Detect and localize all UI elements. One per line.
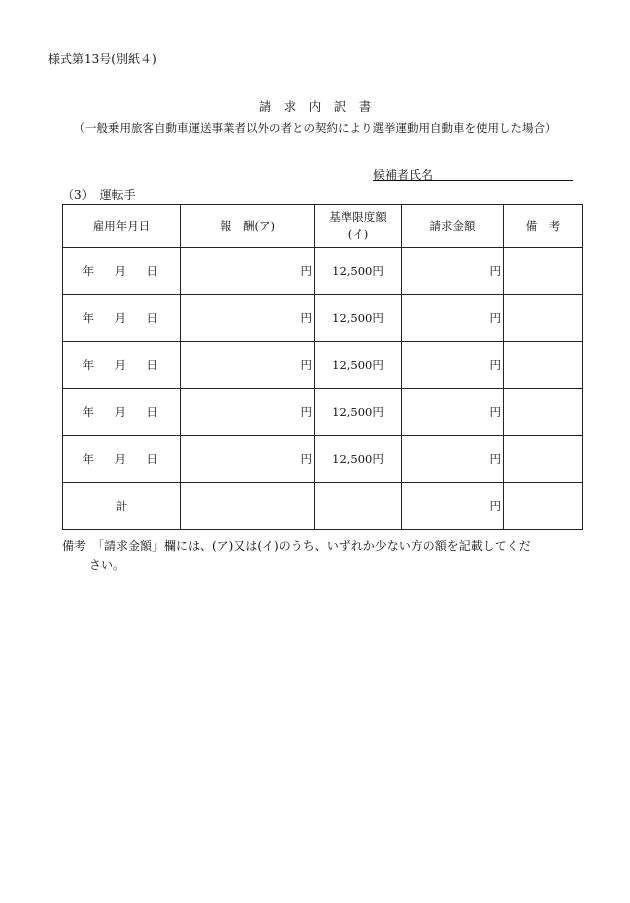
header-limit-line1: 基準限度額 — [329, 210, 387, 224]
total-label: 計 — [63, 483, 181, 530]
yen-unit: 円 — [300, 452, 312, 466]
remuneration-cell[interactable] — [181, 436, 315, 483]
limit-cell: 12,500円 — [315, 342, 402, 389]
date-cell[interactable] — [63, 342, 181, 389]
remarks-cell[interactable] — [504, 295, 583, 342]
day-label: 日 — [146, 405, 158, 419]
day-label: 日 — [146, 358, 158, 372]
month-label: 月 — [114, 358, 126, 372]
header-date: 雇用年月日 — [63, 205, 181, 248]
remarks-cell[interactable] — [504, 436, 583, 483]
remarks-cell[interactable] — [504, 342, 583, 389]
claim-cell[interactable] — [402, 342, 504, 389]
yen-unit: 円 — [489, 405, 501, 419]
yen-unit: 円 — [300, 264, 312, 278]
table-total-row — [63, 483, 583, 530]
total-remarks-cell[interactable] — [504, 483, 583, 530]
header-remuneration: 報 酬(ア) — [181, 205, 315, 248]
day-label: 日 — [146, 452, 158, 466]
section-label: （3） 運転手 — [62, 188, 136, 202]
month-label: 月 — [114, 405, 126, 419]
claim-cell[interactable] — [402, 248, 504, 295]
claim-cell[interactable] — [402, 436, 504, 483]
limit-cell: 12,500円 — [315, 248, 402, 295]
document-subtitle: （一般乗用旅客自動車運送事業者以外の者との契約により選挙運動用自動車を使用した場合） — [73, 121, 557, 135]
remuneration-cell[interactable] — [181, 342, 315, 389]
table-row — [63, 295, 583, 342]
table-row — [63, 248, 583, 295]
form-number: 様式第13号(別紙４) — [48, 52, 157, 66]
year-label: 年 — [82, 264, 94, 278]
note-line-2: さい。 — [89, 558, 126, 572]
header-limit-line2: (イ) — [347, 227, 369, 241]
limit-cell: 12,500円 — [315, 295, 402, 342]
yen-unit: 円 — [489, 499, 501, 513]
table-row — [63, 389, 583, 436]
yen-unit: 円 — [489, 264, 501, 278]
limit-cell: 12,500円 — [315, 389, 402, 436]
day-label: 日 — [146, 264, 158, 278]
yen-unit: 円 — [300, 311, 312, 325]
remarks-cell[interactable] — [504, 248, 583, 295]
month-label: 月 — [114, 264, 126, 278]
yen-unit: 円 — [489, 311, 501, 325]
remuneration-cell[interactable] — [181, 248, 315, 295]
date-cell[interactable] — [63, 248, 181, 295]
header-limit — [315, 205, 402, 248]
date-cell[interactable] — [63, 389, 181, 436]
yen-unit: 円 — [300, 358, 312, 372]
yen-unit: 円 — [489, 358, 501, 372]
remuneration-cell[interactable] — [181, 295, 315, 342]
remuneration-cell[interactable] — [181, 389, 315, 436]
table-header-row — [63, 205, 583, 248]
yen-unit: 円 — [489, 452, 501, 466]
year-label: 年 — [82, 452, 94, 466]
table-row — [63, 342, 583, 389]
header-remarks: 備 考 — [504, 205, 583, 248]
document-title: 請 求 内 訳 書 — [258, 99, 372, 114]
note-line-1: 備考 「請求金額」欄には、(ア)又は(イ)のうち、いずれか少ない方の額を記載してくだ — [62, 539, 531, 553]
claim-cell[interactable] — [402, 389, 504, 436]
candidate-name-line — [373, 180, 573, 181]
date-cell[interactable] — [63, 436, 181, 483]
date-cell[interactable] — [63, 295, 181, 342]
total-claim-cell[interactable] — [402, 483, 504, 530]
claim-breakdown-table — [62, 204, 583, 530]
candidate-name-label: 候補者氏名 — [373, 168, 434, 182]
limit-cell: 12,500円 — [315, 436, 402, 483]
claim-cell[interactable] — [402, 295, 504, 342]
remarks-cell[interactable] — [504, 389, 583, 436]
year-label: 年 — [82, 358, 94, 372]
yen-unit: 円 — [300, 405, 312, 419]
year-label: 年 — [82, 405, 94, 419]
table-row — [63, 436, 583, 483]
month-label: 月 — [114, 452, 126, 466]
header-claim: 請求金額 — [402, 205, 504, 248]
month-label: 月 — [114, 311, 126, 325]
total-remuneration-cell[interactable] — [181, 483, 315, 530]
total-limit-cell — [315, 483, 402, 530]
day-label: 日 — [146, 311, 158, 325]
year-label: 年 — [82, 311, 94, 325]
